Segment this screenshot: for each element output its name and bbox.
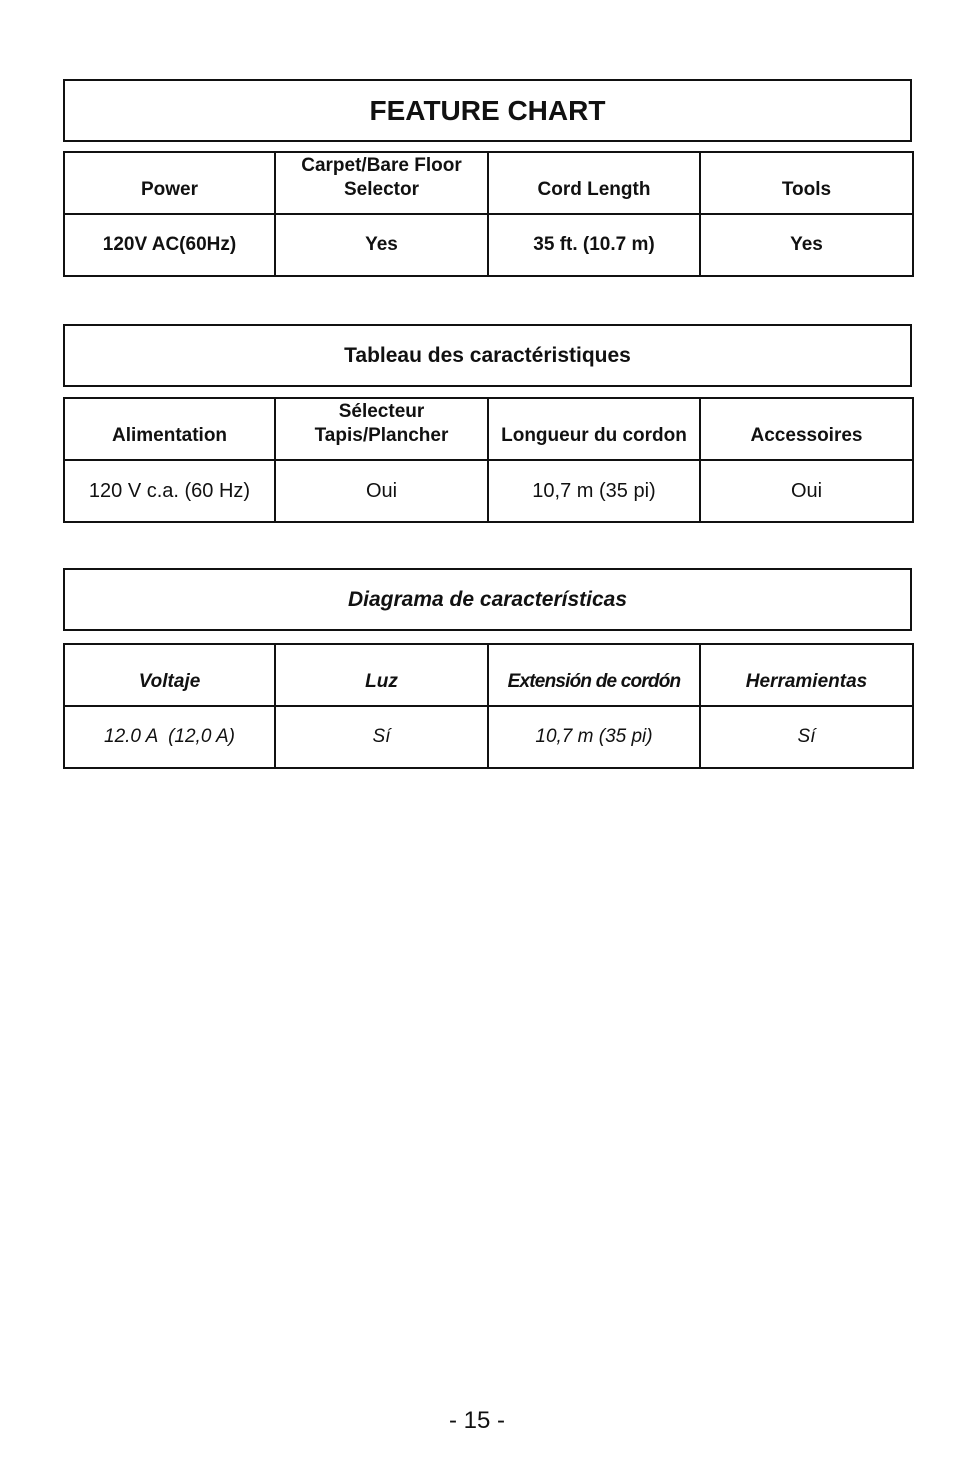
value-cord-length: 10,7 m (35 pi)	[488, 706, 700, 768]
header-power: Alimentation	[64, 398, 275, 460]
header-floor-selector: Sélecteur Tapis/Plancher	[275, 398, 488, 460]
table-header-row	[64, 644, 913, 706]
page-number: - 15 -	[448, 1407, 505, 1434]
header-cord-length: Extensión de cordón	[488, 644, 700, 706]
table-header-row	[64, 152, 913, 214]
value-cord-length: 35 ft. (10.7 m)	[488, 214, 700, 276]
value-light: Sí	[275, 706, 488, 768]
value-tools: Yes	[700, 214, 913, 276]
value-floor-selector: Yes	[275, 214, 488, 276]
header-power: Power	[64, 152, 275, 214]
header-cord-length: Cord Length	[488, 152, 700, 214]
header-light: Luz	[275, 644, 488, 706]
header-tools: Accessoires	[700, 398, 913, 460]
table-header-row	[64, 398, 913, 460]
value-cord-length: 10,7 m (35 pi)	[488, 460, 700, 522]
english-feature-table	[63, 151, 914, 277]
header-voltage: Voltaje	[64, 644, 275, 706]
english-feature-section	[63, 79, 912, 255]
value-tools: Sí	[700, 706, 913, 768]
header-floor-selector: Carpet/Bare Floor Selector	[275, 152, 488, 214]
table-row	[64, 706, 913, 768]
spanish-chart-title: Diagrama de características	[63, 568, 912, 631]
english-chart-title: FEATURE CHART	[63, 79, 912, 142]
french-chart-title: Tableau des caractéristiques	[63, 324, 912, 387]
value-floor-selector: Oui	[275, 460, 488, 522]
french-feature-table	[63, 397, 914, 523]
table-row	[64, 214, 913, 276]
value-tools: Oui	[700, 460, 913, 522]
value-power: 120 V c.a. (60 Hz)	[64, 460, 275, 522]
table-row	[64, 460, 913, 522]
value-power: 120V AC(60Hz)	[64, 214, 275, 276]
spanish-feature-table	[63, 643, 914, 769]
french-feature-section	[63, 324, 912, 502]
value-voltage: 12.0 A (12,0 A)	[64, 706, 275, 768]
header-cord-length: Longueur du cordon	[488, 398, 700, 460]
spanish-feature-section	[63, 568, 912, 747]
header-tools: Herramientas	[700, 644, 913, 706]
header-tools: Tools	[700, 152, 913, 214]
